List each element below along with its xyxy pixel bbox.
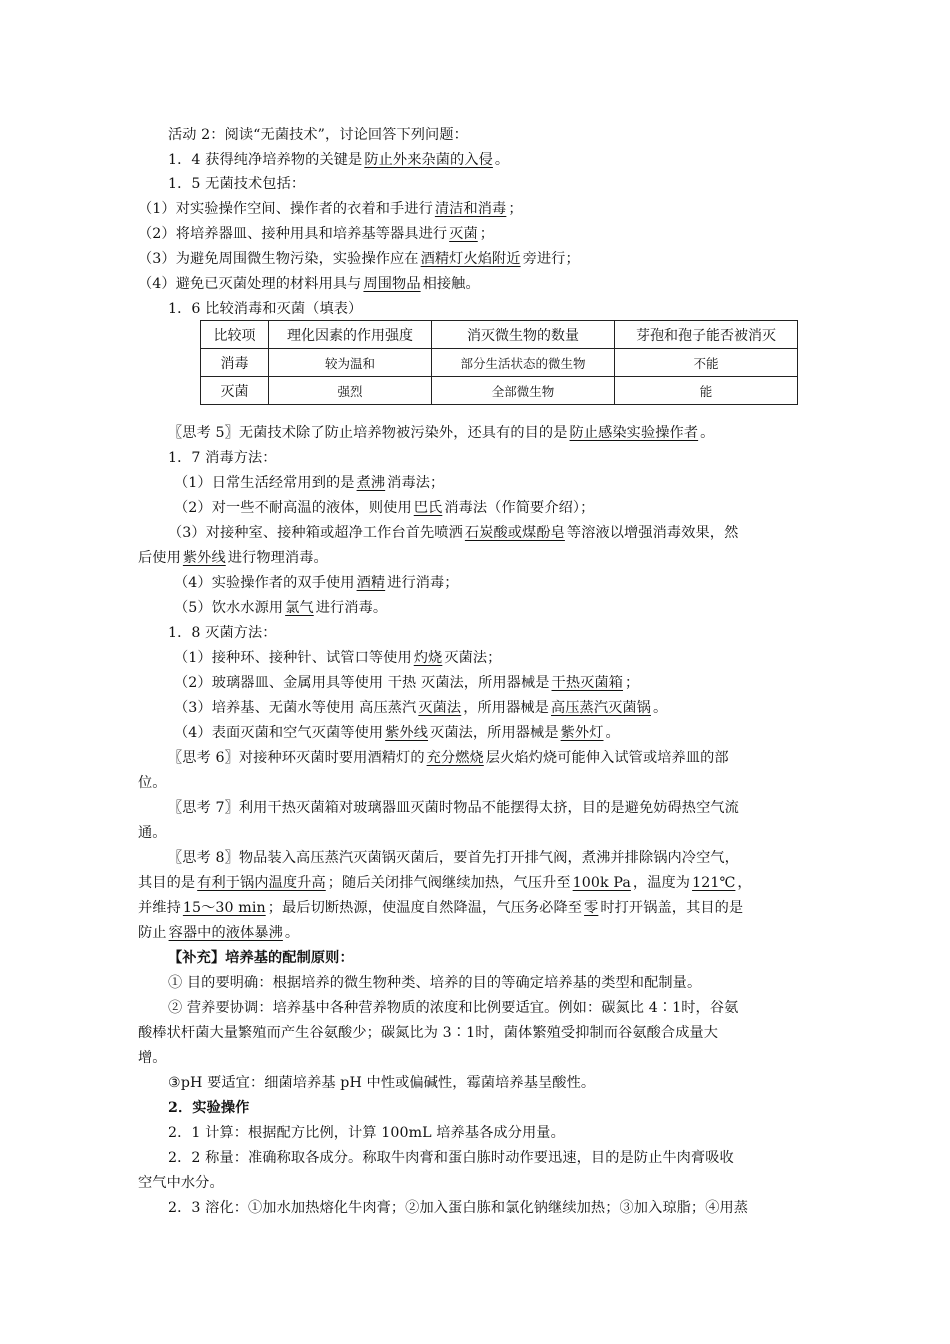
table-cell: 不能 <box>615 349 798 377</box>
answer-blank: 煮沸 <box>356 475 386 491</box>
think-7-line-2: 通。 <box>138 825 167 841</box>
answer-blank: 容器中的液体暴沸 <box>168 925 283 941</box>
answer-blank: 紫外灯 <box>560 725 604 741</box>
answer-blank: 高压蒸汽灭菌锅 <box>550 700 651 716</box>
activity-heading: 活动 2：阅读“无菌技术”，讨论回答下列问题： <box>168 127 468 143</box>
step-2-2b: 空气中水分。 <box>138 1175 224 1191</box>
answer-blank: 零 <box>584 900 599 916</box>
table-cell: 能 <box>615 377 798 405</box>
question-1-7-title: 1．7 消毒方法： <box>168 450 277 466</box>
think-8-line-4: 防止 容器中的液体暴沸 。 <box>138 925 300 941</box>
table-header: 理化因素的作用强度 <box>269 321 432 349</box>
question-1-5-item-2: （2）将培养器皿、接种用具和培养基等器具进行 灭菌 ； <box>138 226 495 242</box>
question-1-5-item-3: （3）为避免周围微生物污染，实验操作应在 酒精灯火焰附近 旁进行； <box>138 251 580 267</box>
table-header: 比较项 <box>201 321 269 349</box>
question-1-5-item-4: （4）避免已灭菌处理的材料用具与 周围物品 相接触。 <box>138 276 480 292</box>
table-cell: 全部微生物 <box>432 377 615 405</box>
answer-blank: 石炭酸或煤酚皂 <box>464 525 565 541</box>
answer-blank: 紫外线 <box>182 550 226 566</box>
table-cell: 灭菌 <box>201 377 269 405</box>
answer-blank: 灭菌 <box>449 226 478 242</box>
table-header: 芽孢和孢子能否被消灭 <box>615 321 798 349</box>
answer-blank: 周围物品 <box>363 276 421 292</box>
sterilize-line-3: （3）培养基、无菌水等使用 高压蒸汽 灭菌法 ，所用器械是 高压蒸汽灭菌锅 。 <box>174 700 668 716</box>
answer-blank: 氯气 <box>285 600 314 616</box>
question-1-5-title: 1．5 无菌技术包括： <box>168 176 306 192</box>
sterilize-line-4: （4）表面灭菌和空气灭菌等使用 紫外线 灭菌法，所用器械是 紫外灯 。 <box>174 725 620 741</box>
supplement-point-3: ③pH 要适宜：细菌培养基 pH 中性或偏碱性，霉菌培养基呈酸性。 <box>168 1075 596 1091</box>
answer-blank: 巴氏 <box>413 500 443 516</box>
table-cell: 部分生活状态的微生物 <box>432 349 615 377</box>
think-8-line-3: 并维持 15～30 min ；最后切断热源，使温度自然降温，气压务必降至 零 时打开锅盖，其目的是 <box>138 900 744 916</box>
sterilize-line-1: （1）接种环、接种针、试管口等使用 灼烧 灭菌法； <box>174 650 502 666</box>
supplement-point-2b: 酸棒状杆菌大量繁殖而产生谷氨酸少；碳氮比为 3∶1时，菌体繁殖受抑制而谷氨酸合成量大 <box>138 1025 719 1041</box>
supplement-point-2a: ② 营养要协调：培养基中各种营养物质的浓度和比例要适宜。例如：碳氮比 4∶1时，谷氨 <box>168 1000 739 1016</box>
answer-blank: 清洁和消毒 <box>434 201 507 217</box>
supplement-point-2c: 增。 <box>138 1050 167 1066</box>
answer-blank: 15～30 min <box>182 900 266 916</box>
table-row <box>201 349 798 377</box>
disinfect-line-1: （1）日常生活经常用到的是 煮沸 消毒法； <box>174 475 445 491</box>
answer-blank: 酒精 <box>356 575 386 591</box>
table-cell: 较为温和 <box>269 349 432 377</box>
answer-blank: 灼烧 <box>413 650 443 666</box>
step-2-1: 2．1 计算：根据配方比例，计算 100mL 培养基各成分用量。 <box>168 1125 565 1141</box>
answer-blank: 100k Pa <box>572 875 631 891</box>
step-2-2a: 2．2 称量：准确称取各成分。称取牛肉膏和蛋白胨时动作要迅速，目的是防止牛肉膏吸收 <box>168 1150 734 1166</box>
answer-blank: 紫外线 <box>385 725 429 741</box>
answer-blank: 有利于锅内温度升高 <box>197 875 326 891</box>
step-2-3: 2．3 溶化：①加水加热熔化牛肉膏；②加入蛋白胨和氯化钠继续加热；③加入琼脂；④用蒸 <box>168 1200 749 1216</box>
section-2-title: 2．实验操作 <box>168 1100 250 1116</box>
question-1-6-title: 1．6 比较消毒和灭菌（填表） <box>168 301 363 317</box>
answer-blank: 防止感染实验操作者 <box>569 425 699 441</box>
disinfect-line-3a: （3）对接种室、接种箱或超净工作台首先喷洒 石炭酸或煤酚皂 等溶液以增强消毒效果，然 <box>168 525 739 541</box>
supplement-title: 【补充】培养基的配制原则： <box>168 950 354 966</box>
table-header-row <box>201 321 798 349</box>
table-cell: 强烈 <box>269 377 432 405</box>
disinfect-line-5: （5）饮水水源用 氯气 进行消毒。 <box>174 600 388 616</box>
table-row <box>201 377 798 405</box>
question-1-8-title: 1．8 灭菌方法： <box>168 625 277 641</box>
think-7-line-1: 〖思考 7〗利用干热灭菌箱对玻璃器皿灭菌时物品不能摆得太挤，目的是避免妨碍热空气流 <box>168 800 739 816</box>
disinfect-line-4: （4）实验操作者的双手使用 酒精 进行消毒； <box>174 575 459 591</box>
disinfect-line-2: （2）对一些不耐高温的液体，则使用 巴氏 消毒法（作简要介绍）； <box>174 500 595 516</box>
sterilize-line-2: （2）玻璃器皿、金属用具等使用 干热 灭菌法，所用器械是 干热灭菌箱 ； <box>174 675 640 691</box>
question-1-5-item-1: （1）对实验操作空间、操作者的衣着和手进行 清洁和消毒 ； <box>138 201 523 217</box>
think-8-line-1: 〖思考 8〗物品装入高压蒸汽灭菌锅灭菌后，要首先打开排气阀，煮沸并排除锅内冷空气， <box>168 850 739 866</box>
think-8-line-2: 其目的是 有利于锅内温度升高 ；随后关闭排气阀继续加热，气压升至 100k Pa ，温度为 121℃ ， <box>138 875 752 891</box>
answer-blank: 充分燃烧 <box>426 750 484 766</box>
think-6-line-2: 位。 <box>138 775 167 791</box>
table-cell: 消毒 <box>201 349 269 377</box>
answer-blank: 干热灭菌箱 <box>551 675 623 691</box>
answer-blank: 灭菌法 <box>418 700 462 716</box>
think-6-line-1: 〖思考 6〗对接种环灭菌时要用酒精灯的 充分燃烧 层火焰灼烧可能伸入试管或培养皿的部 <box>168 750 729 766</box>
disinfect-line-3b: 后使用 紫外线 进行物理消毒。 <box>138 550 328 566</box>
answer-blank: 防止外来杂菌的入侵 <box>364 152 493 168</box>
comparison-table <box>200 320 798 405</box>
table-header: 消灭微生物的数量 <box>432 321 615 349</box>
supplement-point-1: ① 目的要明确：根据培养的微生物种类、培养的目的等确定培养基的类型和配制量。 <box>168 975 702 991</box>
answer-blank: 121℃ <box>692 875 736 891</box>
think-5: 〖思考 5〗无菌技术除了防止培养物被污染外，还具有的目的是 防止感染实验操作者 。 <box>168 425 715 441</box>
question-1-4: 1．4 获得纯净培养物的关键是 防止外来杂菌的入侵 。 <box>168 152 510 168</box>
answer-blank: 酒精灯火焰附近 <box>420 251 521 267</box>
